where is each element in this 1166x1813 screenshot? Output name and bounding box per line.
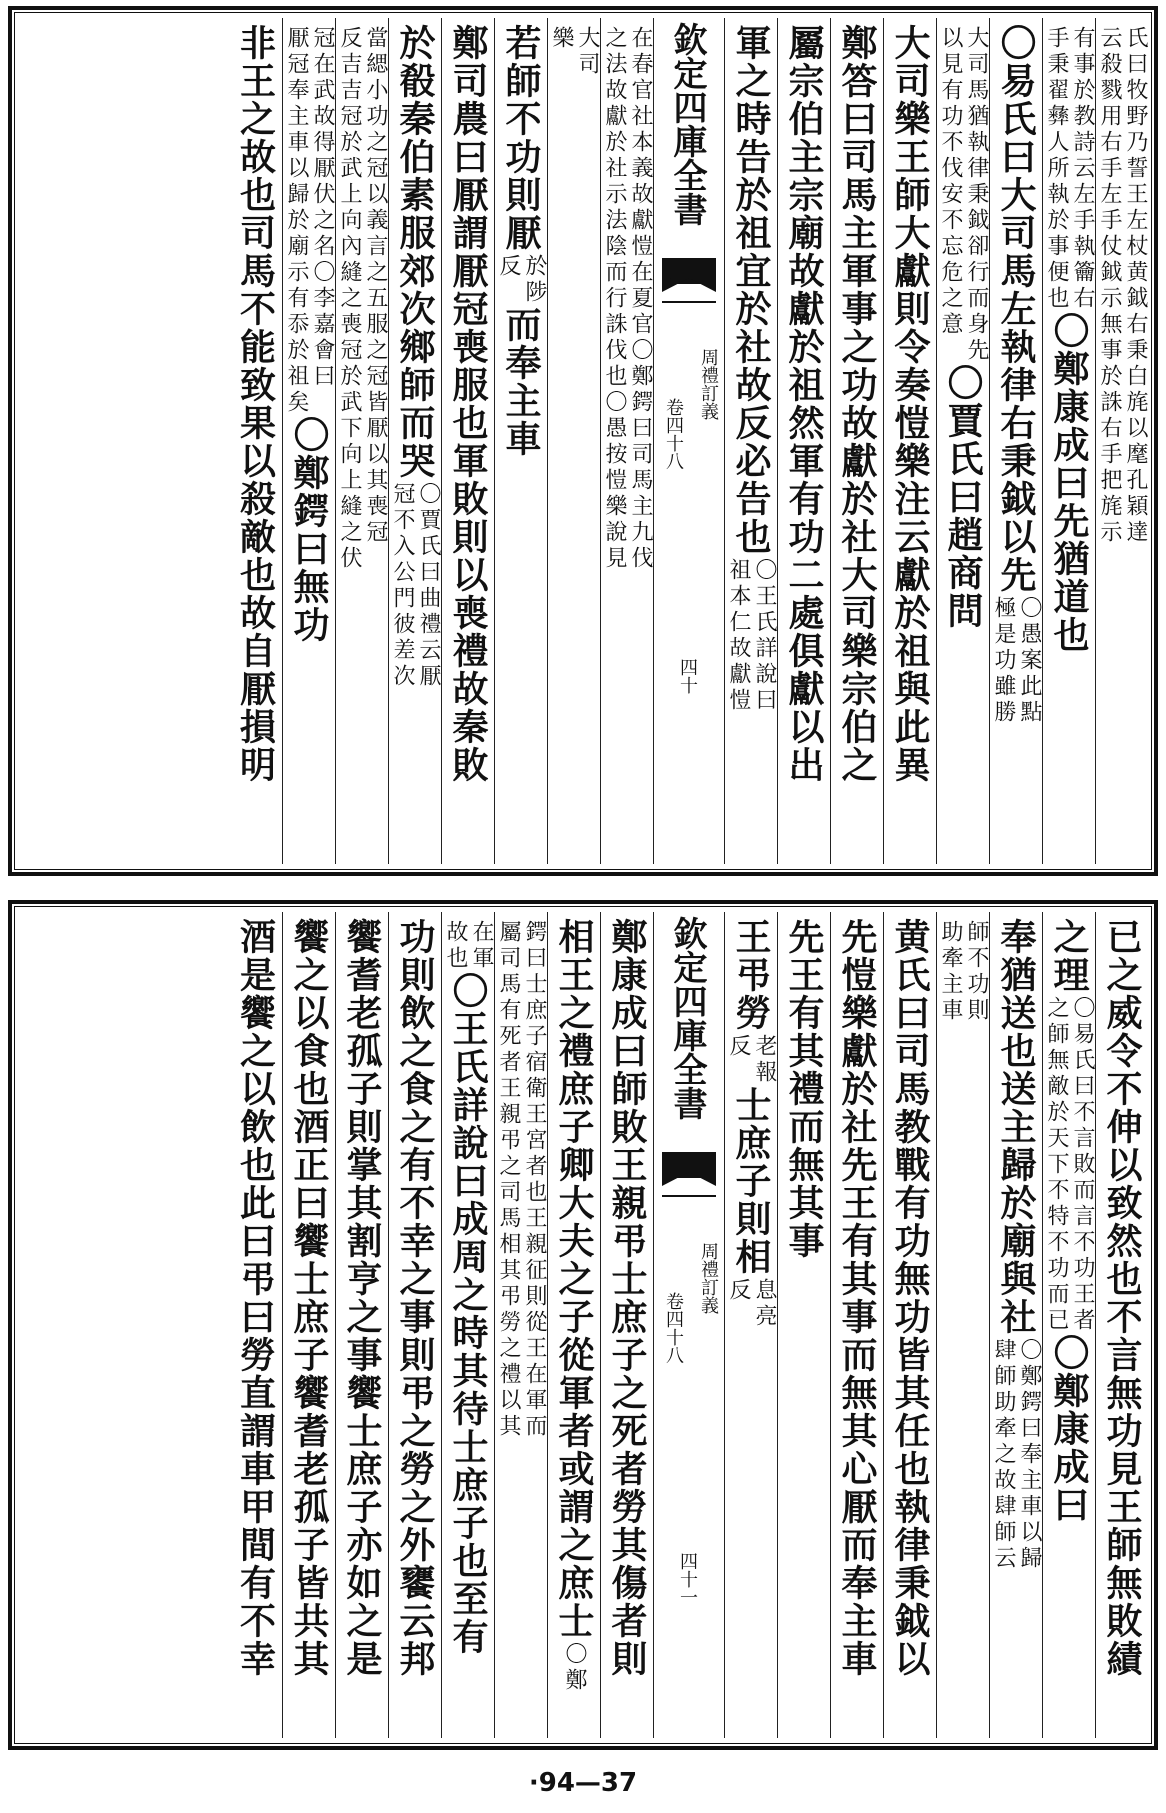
page-center-title-column (653, 912, 724, 1738)
main-text-line: 若師不功則厭 (500, 24, 542, 252)
commentary-line: 云殺戮用右手左手仗鉞示無事於誅右手把旄示 (1097, 26, 1122, 546)
bottom-text-columns (18, 912, 1148, 1738)
commentary-line: 祖本仁故獻愷 (726, 558, 751, 714)
commentary-line: 之法故獻於社示法陰而行誅伐也〇愚按愷樂說見 (602, 26, 627, 572)
bottom-page-frame (8, 900, 1158, 1750)
main-text-line: 鄭司農曰厭謂厭冠喪服也軍敗則以喪禮故秦敗 (447, 24, 489, 784)
volume-label: 卷四十八 (663, 1292, 684, 1364)
commentary-line: 厭冠奉主車以歸於廟示有忝於祖矣 (284, 26, 309, 416)
book-title: 欽定四庫全書 (667, 916, 707, 1120)
main-text-column (600, 912, 653, 1738)
main-text-line: 非王之故也司馬不能致果以殺敵也故自厭損明 (234, 24, 277, 784)
main-text-column (229, 912, 282, 1738)
main-text-column (388, 912, 441, 1738)
commentary-line: 手秉翟彝人所執於事便也 (1044, 26, 1069, 312)
commentary-column (1042, 18, 1095, 864)
commentary-line: 〇愚案此點 (1017, 596, 1042, 726)
main-text-line: 先王有其禮而無其事 (783, 918, 825, 1260)
main-text-line: 功則飲之食之有不幸之事則弔之勞之外饔云邦 (394, 918, 436, 1678)
commentary-line: 氏曰牧野乃誓王左杖黄鉞右秉白旄以麾孔穎達 (1123, 26, 1148, 546)
commentary-line: 以見有功不伐安不忘危之意 (938, 26, 963, 338)
mixed-text-column (494, 18, 547, 864)
inline-note (991, 1338, 1041, 1572)
book-title: 欽定四庫全書 (667, 22, 707, 226)
commentary-line: 冠不入公門彼差次 (390, 482, 415, 690)
main-text-column (883, 18, 936, 864)
commentary-line: 助牽主車 (938, 920, 963, 1024)
main-text-line: 軍之時告於祖宜於社故反必告也 (730, 24, 772, 556)
volume-label: 卷四十八 (663, 398, 684, 470)
commentary-line: 〇易氏曰不言敗而言不功王者 (1070, 996, 1095, 1334)
commentary-line: 反 (726, 1278, 751, 1304)
commentary-line: 息亮 (752, 1278, 777, 1330)
mixed-text-column (989, 18, 1042, 864)
commentary-line: 樂 (549, 26, 574, 52)
commentary-line: 〇鄭鍔曰奉主車以歸 (1017, 1338, 1042, 1572)
main-text-line: 饗耆老孤子則掌其割亨之事饗士庶子亦如之是 (341, 918, 383, 1678)
main-text-column (441, 18, 494, 864)
commentary-line: 冠在武故得厭伏之名〇李嘉會曰 (310, 26, 335, 390)
inline-note (496, 254, 546, 306)
inline-note (443, 920, 493, 972)
commentary-line: 大司馬猶執律秉鉞卻行而身先 (964, 26, 989, 364)
main-text-column (777, 18, 830, 864)
commentary-line: 當緦小功之冠以義言之五服之冠皆厭以其喪冠 (363, 26, 388, 546)
inline-note (991, 596, 1041, 726)
commentary-line: 在軍 (469, 920, 494, 972)
main-text-line: 士庶子則相 (730, 1086, 772, 1276)
main-text-line: 於殽秦伯素服郊次鄉師而哭 (394, 24, 436, 480)
main-text-column (883, 912, 936, 1738)
commentary-line: 鍔曰士庶子宿衛王宮者也王親征則從王在軍而 (522, 920, 547, 1440)
inline-note (562, 1642, 586, 1694)
commentary-line: 屬司馬有死者王親弔之司馬相其弔勞之禮以其 (496, 920, 521, 1440)
main-text-column (830, 18, 883, 864)
inline-note (390, 482, 440, 690)
main-text-line: 相王之禮庶子卿大夫之子從軍者或謂之庶士 (553, 918, 595, 1640)
page-center-title-column (653, 18, 724, 864)
fishtail-mark-icon (660, 1152, 718, 1222)
commentary-column (282, 18, 335, 864)
inline-note (726, 1034, 776, 1086)
commentary-line: 反吉吉冠於武上向內縫之喪冠於武下向上縫之伏 (337, 26, 362, 572)
mixed-text-column (989, 912, 1042, 1738)
main-text-line: 之理 (1048, 918, 1090, 994)
fishtail-mark-icon (660, 258, 718, 328)
commentary-line: 反 (496, 254, 521, 280)
main-text-line: 黄氏曰司馬教戰有功無功皆其任也執律秉鉞以 (889, 918, 931, 1678)
main-text-line: 酒是饗之以飲也此曰弔曰勞直謂車甲間有不幸 (234, 918, 277, 1678)
main-text-column (830, 912, 883, 1738)
commentary-line: 極是功雖勝 (991, 596, 1016, 726)
folio-number: 四十一 (677, 1552, 698, 1606)
page-number-footer: ·94—37 (528, 1768, 638, 1798)
main-text-line: 已之威令不伸以致然也不言無功見王師無敗績 (1101, 918, 1143, 1678)
commentary-line: 有事於教詩云左手執籥右 (1070, 26, 1095, 312)
main-text-column (1095, 912, 1148, 1738)
main-text-line: 〇鄭鍔曰無功 (288, 416, 330, 644)
commentary-line: 故也 (443, 920, 468, 972)
commentary-line: 〇賈氏曰曲禮云厭 (416, 482, 441, 690)
top-page-frame (8, 6, 1158, 876)
inline-note (726, 1278, 776, 1330)
book-subtitle: 周禮訂義 (698, 348, 719, 420)
commentary-column (494, 912, 547, 1738)
commentary-column (335, 18, 388, 864)
main-text-line: 〇易氏曰大司馬左執律右秉鉞以先 (995, 24, 1037, 594)
commentary-line: 大司 (575, 26, 600, 78)
mixed-text-column (1042, 912, 1095, 1738)
main-text-line: 奉猶送也送主歸於廟與社 (995, 918, 1037, 1336)
mixed-text-column (388, 18, 441, 864)
mixed-text-column (441, 912, 494, 1738)
main-text-line: 饗之以食也酒正曰饗士庶子饗耆老孤子皆共其 (288, 918, 330, 1678)
main-text-line: 鄭答曰司馬主軍事之功故獻於社大司樂宗伯之 (836, 24, 878, 784)
main-text-line: 鄭康成曰師敗王親弔士庶子之死者勞其傷者則 (606, 918, 648, 1678)
commentary-line: 〇王氏詳說曰 (752, 558, 777, 714)
main-text-line: 〇賈氏曰趙商問 (942, 364, 984, 630)
main-text-line: 而奉主車 (500, 306, 542, 458)
commentary-line: 師不功則 (964, 920, 989, 1024)
main-text-line: 〇鄭康成曰 (1048, 1334, 1090, 1524)
commentary-line: 在春官社本義故獻愷在夏官〇鄭鍔曰司馬主九伐 (628, 26, 653, 572)
commentary-line: 老報 (752, 1034, 777, 1086)
main-text-column (229, 18, 282, 864)
main-text-column (282, 912, 335, 1738)
main-text-column (777, 912, 830, 1738)
commentary-column (936, 912, 989, 1738)
commentary-line: 於陟 (522, 254, 547, 306)
commentary-line: 反 (726, 1034, 751, 1060)
commentary-column (600, 18, 653, 864)
folio-number: 四十 (677, 658, 698, 694)
commentary-column (547, 18, 600, 864)
main-text-line: 先愷樂獻於社先王有其事而無其心厭而奉主車 (836, 918, 878, 1678)
commentary-column (1095, 18, 1148, 864)
mixed-text-column (547, 912, 600, 1738)
commentary-line: 肆師助牽之故肆師云 (991, 1338, 1016, 1572)
main-text-line: 王弔勞 (730, 918, 772, 1032)
main-text-column (335, 912, 388, 1738)
commentary-line: 之師無敵於天下不特不功而已 (1044, 996, 1069, 1334)
book-subtitle: 周禮訂義 (698, 1242, 719, 1314)
main-text-line: 屬宗伯主宗廟故獻於祖然軍有功二處俱獻以出 (783, 24, 825, 784)
top-text-columns (18, 18, 1148, 864)
inline-note (938, 26, 988, 364)
inline-note (1044, 996, 1094, 1334)
commentary-line: 〇鄭 (562, 1642, 587, 1694)
mixed-text-column (724, 912, 777, 1738)
main-text-line: 大司樂王師大獻則令奏愷樂注云獻於祖與此異 (889, 24, 931, 784)
main-text-line: 〇鄭康成曰先猶道也 (1048, 312, 1090, 654)
inline-note (726, 558, 776, 714)
main-text-line: 〇王氏詳說曰成周之時其待士庶子也至有 (447, 972, 489, 1656)
mixed-text-column (936, 18, 989, 864)
mixed-text-column (724, 18, 777, 864)
